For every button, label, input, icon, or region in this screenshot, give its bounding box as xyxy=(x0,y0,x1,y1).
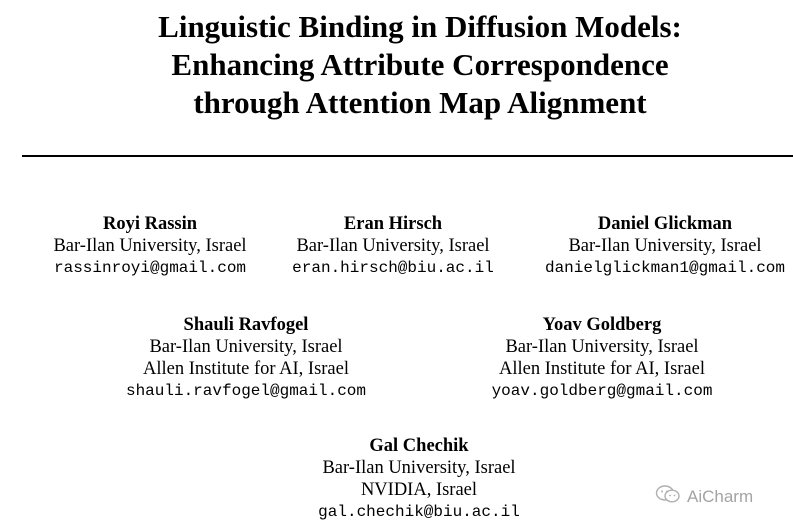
author-affiliation-secondary: Allen Institute for AI, Israel xyxy=(498,359,705,379)
watermark xyxy=(655,484,753,509)
author-affiliation: Bar-Ilan University, Israel xyxy=(322,458,516,478)
watermark-text: AiCharm xyxy=(687,486,754,506)
author-name: Gal Chechik xyxy=(369,436,469,456)
author-affiliation: Bar-Ilan University, Israel xyxy=(568,236,762,256)
author-email: yoav.goldberg@gmail.com xyxy=(491,382,713,400)
author-affiliation: Bar-Ilan University, Israel xyxy=(53,236,247,256)
author-name: Shauli Ravfogel xyxy=(183,315,309,335)
author-email: shauli.ravfogel@gmail.com xyxy=(125,382,367,400)
author-affiliation: Bar-Ilan University, Israel xyxy=(149,337,343,357)
title-line-2: Enhancing Attribute Correspondence xyxy=(171,47,669,82)
wechat-icon xyxy=(655,484,681,509)
author-block-eran-hirsch xyxy=(264,213,522,279)
author-email: gal.chechik@biu.ac.il xyxy=(318,503,520,521)
author-block-gal-chechik xyxy=(279,435,559,523)
author-name: Daniel Glickman xyxy=(597,214,733,234)
title-rule xyxy=(22,155,793,157)
title-line-3: through Attention Map Alignment xyxy=(193,85,647,120)
author-block-yoav-goldberg xyxy=(462,314,742,402)
author-block-shauli-ravfogel xyxy=(106,314,386,402)
author-block-royi-rassin xyxy=(22,213,278,279)
author-email: eran.hirsch@biu.ac.il xyxy=(292,259,494,277)
author-affiliation-secondary: Allen Institute for AI, Israel xyxy=(142,359,349,379)
author-affiliation-secondary: NVIDIA, Israel xyxy=(360,480,478,500)
paper-title xyxy=(0,8,793,122)
author-affiliation: Bar-Ilan University, Israel xyxy=(505,337,699,357)
author-email: rassinroyi@gmail.com xyxy=(53,259,247,277)
title-line-1: Linguistic Binding in Diffusion Models: xyxy=(158,9,682,44)
author-name: Eran Hirsch xyxy=(343,214,443,234)
author-affiliation: Bar-Ilan University, Israel xyxy=(296,236,490,256)
author-email: danielglickman1@gmail.com xyxy=(544,259,786,277)
author-name: Yoav Goldberg xyxy=(542,315,662,335)
author-name: Royi Rassin xyxy=(102,214,198,234)
author-block-daniel-glickman xyxy=(530,213,793,279)
